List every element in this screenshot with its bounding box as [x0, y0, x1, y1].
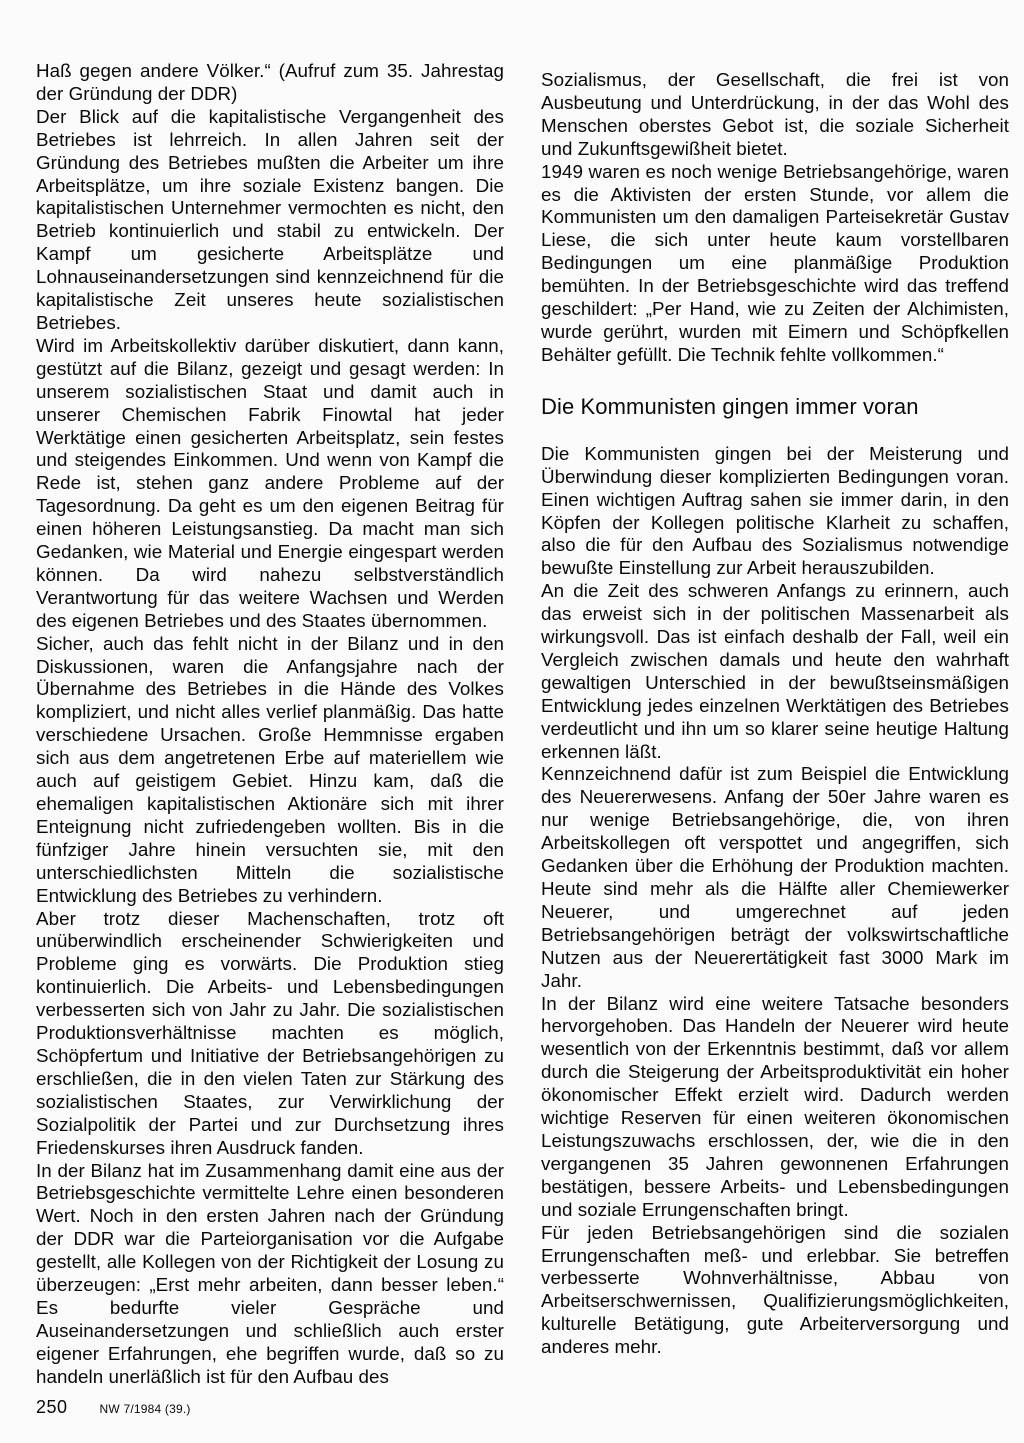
paragraph: Der Blick auf die kapitalistische Vergangenheit des Betriebes ist lehrreich. In allen Jahren seit der Gründung des Betriebes mußten die Arbeiter um ihre Arbeitsplätze, um ihre soziale Existenz bangen. Die kapitalistischen Unternehmer vermochten es nicht, den Betrieb kontinuierlich und stabil zu entwickeln. Der Kampf um gesicherte Arbeitsplätze und Lohnauseinandersetzungen sind kennzeichnend für die kapitalistische Zeit unseres heute sozialistischen Betriebes.	[36, 105, 504, 333]
paragraph: Sicher, auch das fehlt nicht in der Bilanz und in den Diskussionen, waren die Anfangsjahre nach der Übernahme des Betriebes in die Hände des Volkes kompliziert, und nicht alles verlief planmäßig. Das hatte verschiedene Ursachen. Große Hemmnisse ergaben sich aus dem angetretenen Erbe auf materiellem wie auch auf geistigem Gebiet. Hinzu kam, daß die ehemaligen kapitalistischen Aktionäre sich mit ihrer Enteignung nicht zufriedengeben wollten. Bis in die fünfziger Jahre hinein versuchten sie, mit den unterschiedlichsten Mitteln die sozialistische Entwicklung des Betriebes zu verhindern.	[36, 632, 504, 906]
journal-reference: NW 7/1984 (39.)	[99, 1402, 191, 1416]
paragraph: 1949 waren es noch wenige Betriebsangehörige, waren es die Aktivisten der ersten Stunde, vor allem die Kommunisten um den damaligen Parteisekretär Gustav Liese, die sich unter heute kaum vorstellbaren Bedingungen um eine planmäßige Produktion bemühten. In der Betriebsgeschichte wird das treffend geschildert: „Per Hand, wie zu Zeiten der Alchimisten, wurde gerührt, wurden mit Eimern und Schöpfkellen Behälter gefüllt. Die Technik fehlte vollkommen.“	[541, 160, 1009, 365]
paragraph: Aber trotz dieser Machenschaften, trotz oft unüberwindlich erscheinender Schwierigkeiten und Probleme ging es vorwärts. Die Produktion stieg kontinuierlich. Die Arbeits- und Lebensbedingungen verbesserten sich von Jahr zu Jahr. Die sozialistischen Produktionsverhältnisse machten es möglich, Schöpfertum und Initiative der Betriebsangehörigen zu erschließen, die in den vielen Taten zur Stärkung des sozialistischen Staates, zur Verwirklichung der Sozialpolitik der Partei und zur Durchsetzung ihres Friedenskurses ihren Ausdruck fanden.	[36, 907, 504, 1158]
paragraph: Wird im Arbeitskollektiv darüber diskutiert, dann kann, gestützt auf die Bilanz, gezeigt und gesagt werden: In unserem sozialistischen Staat und damit auch in unserer Chemischen Fabrik Finowtal hat jeder Werktätige einen gesicherten Arbeitsplatz, sein festes und steigendes Einkommen. Und wenn von Kampf die Rede ist, stehen ganz andere Probleme auf der Tagesordnung. Da geht es um den eigenen Beitrag für einen höheren Leistungsanstieg. Da macht man sich Gedanken, wie Material und Energie eingespart werden können. Da wird nahezu selbstverständlich Verantwortung für das weitere Wachsen und Werden des eigenen Betriebes und des Staates übernommen.	[36, 334, 504, 631]
paragraph: In der Bilanz wird eine weitere Tatsache besonders hervorgehoben. Das Handeln der Neuerer wird heute wesentlich von der Erkenntnis bestimmt, daß vor allem durch die Steigerung der Arbeitsproduktivität ein hoher ökonomischer Effekt erzielt wird. Dadurch werden wichtige Reserven für einen weiteren ökonomischen Leistungszuwachs erschlossen, der, wie die in den vergangenen 35 Jahren gewonnenen Erfahrungen bestätigen, bessere Arbeits- und Lebensbedingungen und soziale Errungenschaften bringt.	[541, 992, 1009, 1220]
page-footer	[36, 1397, 191, 1418]
paragraph: In der Bilanz hat im Zusammenhang damit eine aus der Betriebsgeschichte vermittelte Lehre einen besonderen Wert. Noch in den ersten Jahren nach der Gründung der DDR war die Parteiorganisation vor die Aufgabe gestellt, alle Kollegen von der Richtigkeit der Losung zu überzeugen: „Erst mehr arbeiten, dann besser leben.“ Es bedurfte vieler Gespräche und Auseinandersetzungen und schließlich auch erster eigener Erfahrungen, ehe begriffen wurde, daß so zu handeln unerläßlich ist für den Aufbau des	[36, 1159, 504, 1387]
page-number: 250	[36, 1397, 68, 1417]
section-heading: Die Kommunisten gingen immer voran	[541, 393, 919, 419]
paragraph: An die Zeit des schweren Anfangs zu erinnern, auch das erweist sich in der politischen Massenarbeit als wirkungsvoll. Das ist einfach deshalb der Fall, weil ein Vergleich zwischen damals und heute den wahrhaft gewaltigen Unterschied in der bewußtseinsmäßigen Entwicklung jedes einzelnen Werktätigen des Betriebes verdeutlicht und ihn um so klarer seine heutige Haltung erkennen läßt.	[541, 580, 1009, 762]
left-column	[36, 60, 504, 1389]
right-column	[541, 69, 1009, 1359]
paragraph: Für jeden Betriebsangehörigen sind die sozialen Errungenschaften meß- und erlebbar. Sie betreffen verbesserte Wohnverhältnisse, Abbau von Arbeitserschwernissen, Qualifizierungsmöglichkeiten, kulturelle Betätigung, gute Arbeiterversorgung und anderes mehr.	[541, 1221, 1009, 1358]
paragraph: Die Kommunisten gingen bei der Meisterung und Überwindung dieser komplizierten Bedingungen voran. Einen wichtigen Auftrag sahen sie immer darin, in den Köpfen der Kollegen politische Klarheit zu schaffen, also die für den Aufbau des Sozialismus notwendige bewußte Einstellung zur Arbeit herauszubilden.	[541, 442, 1009, 579]
paragraph: Haß gegen andere Völker.“ (Aufruf zum 35. Jahrestag der Gründung der DDR)	[36, 60, 504, 104]
paragraph: Kennzeichnend dafür ist zum Beispiel die Entwicklung des Neuererwesens. Anfang der 50er Jahre waren es nur wenige Betriebsangehörige, die, von ihren Arbeitskollegen oft verspottet und angegriffen, sich Gedanken über die Erhöhung der Produktion machten. Heute sind mehr als die Hälfte aller Chemiewerker Neuerer, und umgerechnet auf jeden Betriebsangehörigen beträgt der volkswirtschaftliche Nutzen aus der Neuerertätigkeit fast 3000 Mark im Jahr.	[541, 763, 1009, 991]
paragraph: Sozialismus, der Gesellschaft, die frei ist von Ausbeutung und Unterdrückung, in der das Wohl des Menschen oberstes Gebot ist, die soziale Sicherheit und Zukunftsgewißheit bietet.	[541, 69, 1009, 159]
